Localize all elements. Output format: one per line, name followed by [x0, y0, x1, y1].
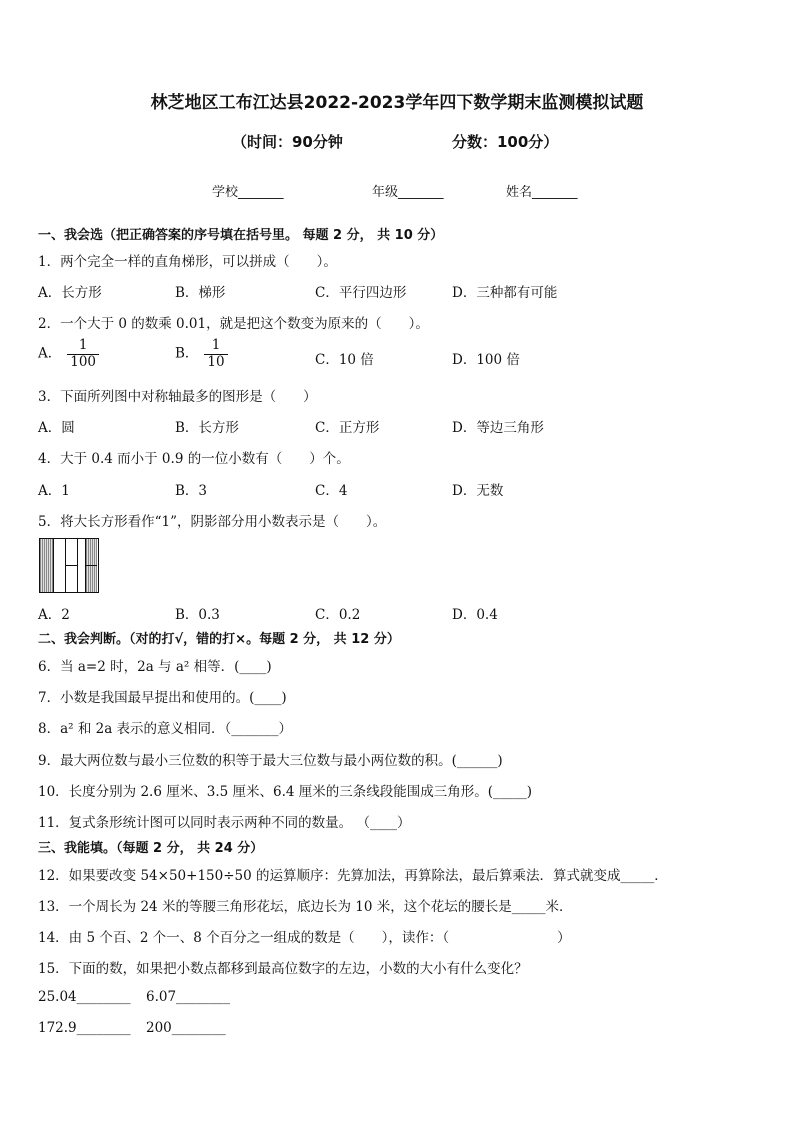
section-3-heading: 三、我能填。（每题 2 分， 共 24 分） — [38, 841, 264, 856]
q5-shaded-rectangle-figure — [39, 538, 99, 593]
question-14: 14．由 5 个百、2 个一、8 个百分之一组成的数是（ ），读作：（ ） — [38, 930, 571, 946]
q3-option-c: C．正方形 — [315, 420, 380, 436]
q15-item-6-07: 6.07________ — [146, 989, 231, 1005]
q5-option-a: A．2 — [38, 607, 70, 623]
blank-column — [66, 539, 78, 592]
q1-option-d: D．三种都有可能 — [452, 285, 558, 301]
exam-time: （时间：90分钟 — [232, 133, 343, 151]
q5-option-d: D．0.4 — [452, 607, 498, 623]
question-13: 13．一个周长为 24 米的等腰三角形花坛，底边长为 10 米，这个花坛的腰长是_____米． — [38, 899, 573, 915]
question-12: 12．如果要改变 54×50+150÷50 的运算顺序：先算加法，再算除法，最后算乘法．算式就变成_____． — [38, 868, 668, 884]
question-15: 15．下面的数，如果把小数点都移到最高位数字的左边，小数的大小有什么变化？ — [38, 961, 528, 977]
question-3: 3．下面所列图中对称轴最多的图形是（ ） — [38, 389, 317, 405]
question-2: 2．一个大于 0 的数乘 0.01，就是把这个数变为原来的（ ）。 — [38, 316, 429, 332]
q15-item-25-04: 25.04________ — [38, 989, 131, 1005]
q2-option-b-label: B． — [175, 345, 199, 362]
question-7: 7．小数是我国最早提出和使用的。(____) — [38, 690, 287, 706]
shaded-column — [86, 539, 97, 592]
q4-option-a: A．1 — [38, 483, 70, 499]
grade-field: 年级_______ — [372, 185, 444, 200]
q2-option-b — [175, 338, 228, 370]
school-field: 学校_______ — [212, 185, 284, 200]
question-4: 4．大于 0.4 而小于 0.9 的一位小数有（ ）个。 — [38, 451, 350, 467]
q5-option-b: B．0.3 — [175, 607, 220, 623]
q5-option-c: C．0.2 — [315, 607, 361, 623]
q1-option-a: A．长方形 — [38, 285, 102, 301]
q2-option-c: C．10 倍 — [315, 352, 374, 368]
q1-option-c: C．平行四边形 — [315, 285, 407, 301]
blank-column — [78, 539, 86, 592]
blank-column — [54, 539, 66, 592]
divider-line — [66, 565, 77, 566]
fraction-1-100 — [67, 338, 99, 370]
q3-option-d: D．等边三角形 — [452, 420, 544, 436]
question-5: 5．将大长方形看作“1”，阴影部分用小数表示是（ ）。 — [38, 514, 387, 530]
question-9: 9．最大两位数与最小三位数的积等于最大三位数与最小两位数的积。(______) — [38, 753, 503, 769]
q4-option-d: D．无数 — [452, 483, 504, 499]
shaded-column — [40, 539, 54, 592]
fraction-numerator: 1 — [204, 338, 227, 355]
fraction-numerator: 1 — [67, 338, 99, 355]
q1-option-b: B．梯形 — [175, 285, 226, 301]
page-title: 林芝地区工布江达县2022-2023学年四下数学期末监测模拟试题 — [150, 93, 644, 113]
divider-line — [86, 565, 97, 566]
question-11: 11．复式条形统计图可以同时表示两种不同的数量。 （____） — [38, 815, 411, 831]
exam-score: 分数：100分） — [452, 133, 559, 151]
q15-item-172-9: 172.9________ — [38, 1020, 131, 1036]
question-8: 8．a² 和 2a 表示的意义相同．（_______） — [38, 721, 293, 737]
question-1: 1．两个完全一样的直角梯形，可以拼成（ ）。 — [38, 254, 337, 270]
question-10: 10．长度分别为 2.6 厘米、3.5 厘米、6.4 厘米的三条线段能围成三角形。(_____) — [38, 784, 533, 800]
q4-option-c: C．4 — [315, 483, 348, 499]
name-field: 姓名_______ — [506, 185, 578, 200]
section-2-heading: 二、我会判断。（对的打√，错的打×。每题 2 分， 共 12 分） — [38, 632, 400, 647]
q2-option-a-label: A． — [38, 345, 62, 362]
q2-option-a — [38, 338, 99, 370]
fraction-denominator: 10 — [207, 353, 225, 370]
q3-option-b: B．长方形 — [175, 420, 239, 436]
q2-option-d: D．100 倍 — [452, 352, 520, 368]
q4-option-b: B．3 — [175, 483, 208, 499]
fraction-1-10 — [204, 338, 227, 370]
section-1-heading: 一、我会选（把正确答案的序号填在括号里。 每题 2 分， 共 10 分） — [38, 228, 444, 243]
question-6: 6．当 a=2 时，2a 与 a² 相等．(____) — [38, 659, 272, 675]
q15-item-200: 200________ — [146, 1020, 226, 1036]
q3-option-a: A．圆 — [38, 420, 75, 436]
fraction-denominator: 100 — [70, 353, 97, 370]
